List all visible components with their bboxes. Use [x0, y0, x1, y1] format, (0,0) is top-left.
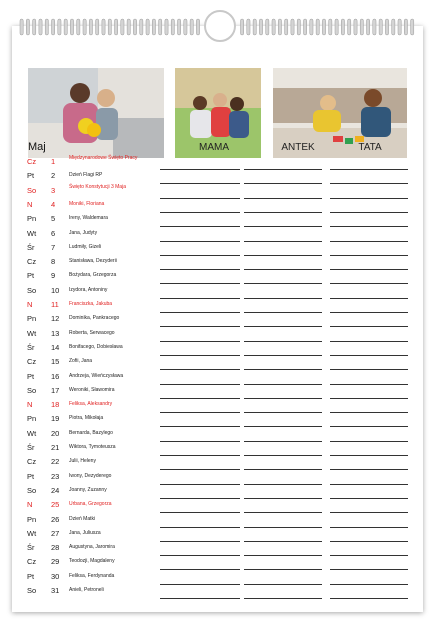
binding-ring: [171, 19, 174, 35]
binding-ring: [45, 19, 48, 35]
antek-entry-line[interactable]: [244, 198, 322, 199]
mama-entry-line[interactable]: [160, 326, 240, 327]
day-row: [12, 372, 423, 386]
day-number: 18: [51, 400, 60, 410]
tata-entry-line[interactable]: [330, 584, 408, 585]
nameday-text: Bernarda, Bazylego: [69, 429, 113, 436]
mama-entry-line[interactable]: [160, 369, 240, 370]
binding-ring: [360, 19, 363, 35]
antek-entry-line[interactable]: [244, 341, 322, 342]
day-number: 10: [51, 285, 60, 295]
day-number: 22: [51, 457, 60, 467]
day-of-week: Śr: [27, 443, 35, 452]
day-number: 6: [51, 228, 56, 238]
day-row: [12, 183, 423, 200]
month-title: Maj: [28, 141, 46, 153]
nameday-text: Feliksa, Ferdynanda: [69, 572, 115, 579]
day-of-week: Cz: [27, 357, 37, 367]
binding-ring: [411, 19, 414, 35]
antek-entry-line[interactable]: [244, 183, 322, 184]
antek-entry-line[interactable]: [244, 555, 322, 556]
binding-ring: [253, 19, 256, 35]
nameday-text: Augustyna, Jaromira: [69, 544, 115, 551]
binding-ring: [379, 19, 382, 35]
day-number: 15: [51, 357, 60, 367]
antek-entry-line[interactable]: [244, 312, 322, 313]
binding-ring: [115, 19, 118, 35]
tata-entry-line[interactable]: [330, 398, 408, 399]
day-row: [12, 572, 423, 586]
binding-ring: [58, 19, 61, 35]
day-row: [12, 271, 423, 285]
binding-ring: [398, 19, 401, 35]
tata-entry-line[interactable]: [330, 455, 408, 456]
day-row: [12, 443, 423, 457]
day-of-week: Pn: [27, 514, 37, 524]
tata-entry-line[interactable]: [330, 384, 408, 385]
mama-entry-line[interactable]: [160, 198, 240, 199]
day-number: 24: [51, 485, 60, 495]
day-number: 26: [51, 514, 60, 524]
day-number: 5: [51, 214, 56, 224]
binding-ring: [241, 19, 244, 35]
tata-entry-line[interactable]: [330, 355, 408, 356]
nameday-text: Roberta, Serwacego: [69, 329, 115, 336]
day-of-week: Pt: [27, 271, 35, 281]
day-number: 11: [51, 300, 59, 309]
nameday-text: Bożydara, Grzegorza: [69, 272, 117, 279]
binding-ring: [392, 19, 395, 35]
day-number: 27: [51, 528, 60, 538]
nameday-text: Bonifacego, Dobiesława: [69, 343, 123, 350]
day-of-week: Wt: [27, 228, 37, 238]
binding-ring: [404, 19, 407, 35]
nameday-text: Ludmiły, Gizeli: [69, 243, 102, 250]
antek-entry-line[interactable]: [244, 469, 322, 470]
antek-entry-line[interactable]: [244, 541, 322, 542]
nameday-text: Teodozji, Magdaleny: [69, 558, 115, 565]
nameday-text: Anieli, Petroneli: [69, 587, 104, 593]
tata-entry-line[interactable]: [330, 226, 408, 227]
tata-entry-line[interactable]: [330, 498, 408, 499]
antek-entry-line[interactable]: [244, 212, 322, 213]
binding-ring: [39, 19, 42, 35]
tata-entry-line[interactable]: [330, 326, 408, 327]
antek-entry-line[interactable]: [244, 484, 322, 485]
nameday-text: Joanny, Zuzanny: [69, 486, 107, 493]
day-number: 8: [51, 257, 56, 267]
day-of-week: Pt: [27, 571, 35, 581]
nameday-text: Dzień Matki: [69, 515, 96, 522]
day-number: 23: [51, 471, 60, 481]
day-of-week: N: [27, 500, 33, 510]
binding-ring: [367, 19, 370, 35]
day-row: [12, 229, 423, 243]
day-number: 13: [51, 328, 60, 338]
tata-entry-line[interactable]: [330, 269, 408, 270]
mama-entry-line[interactable]: [160, 484, 240, 485]
tata-entry-line[interactable]: [330, 341, 408, 342]
tata-entry-line[interactable]: [330, 283, 408, 284]
day-of-week: Wt: [27, 528, 37, 538]
binding-ring: [20, 19, 23, 35]
antek-entry-line[interactable]: [244, 412, 322, 413]
mama-entry-line[interactable]: [160, 541, 240, 542]
binding-ring: [329, 19, 332, 35]
mama-entry-line[interactable]: [160, 412, 240, 413]
antek-entry-line[interactable]: [244, 441, 322, 442]
mama-entry-line[interactable]: [160, 398, 240, 399]
mama-entry-line[interactable]: [160, 426, 240, 427]
day-number: 3: [51, 185, 56, 195]
binding-ring: [335, 19, 338, 35]
day-number: 9: [51, 271, 56, 281]
binding-ring: [96, 19, 99, 35]
mama-entry-line[interactable]: [160, 584, 240, 585]
day-of-week: N: [27, 300, 33, 309]
mama-entry-line[interactable]: [160, 527, 240, 528]
antek-entry-line[interactable]: [244, 512, 322, 513]
tata-entry-line[interactable]: [330, 412, 408, 413]
antek-entry-line[interactable]: [244, 598, 322, 599]
day-number: 2: [51, 171, 56, 181]
binding-ring: [52, 19, 55, 35]
day-row: [12, 429, 423, 443]
nameday-text: Jana, Juliusza: [69, 529, 101, 536]
mama-entry-line[interactable]: [160, 441, 240, 442]
antek-entry-line[interactable]: [244, 584, 322, 585]
antek-entry-line[interactable]: [244, 398, 322, 399]
tata-entry-line[interactable]: [330, 241, 408, 242]
binding-ring: [127, 19, 130, 35]
mama-entry-line[interactable]: [160, 598, 240, 599]
mama-entry-line[interactable]: [160, 512, 240, 513]
mama-entry-line[interactable]: [160, 183, 240, 184]
nameday-text: Feliksa, Aleksandry: [69, 401, 113, 408]
binding-ring: [341, 19, 344, 35]
binding-ring: [159, 19, 162, 35]
antek-entry-line[interactable]: [244, 369, 322, 370]
binding-ring: [278, 19, 281, 35]
mama-entry-line[interactable]: [160, 241, 240, 242]
mama-entry-line[interactable]: [160, 555, 240, 556]
binding-ring: [89, 19, 92, 35]
binding-ring: [354, 19, 357, 35]
nameday-text: Izydora, Antoniny: [69, 286, 108, 293]
binding-ring: [70, 19, 73, 35]
calendar-page: [12, 26, 423, 612]
binding-ring: [83, 19, 86, 35]
binding-ring: [285, 19, 288, 35]
tata-entry-line[interactable]: [330, 512, 408, 513]
tata-entry-line[interactable]: [330, 169, 408, 170]
mama-entry-line[interactable]: [160, 169, 240, 170]
nameday-text: Święto Konstytucji 3 Maja: [69, 183, 126, 190]
day-row: [12, 314, 423, 328]
antek-entry-line[interactable]: [244, 355, 322, 356]
day-row: [12, 286, 423, 300]
binding-ring: [102, 19, 105, 35]
day-number: 29: [51, 557, 60, 567]
day-of-week: So: [27, 586, 37, 595]
day-row: [12, 472, 423, 486]
day-of-week: N: [27, 400, 33, 410]
day-of-week: Pn: [27, 214, 37, 224]
mama-entry-line[interactable]: [160, 298, 240, 299]
day-row: [12, 486, 423, 500]
nameday-text: Moniki, Floriana: [69, 200, 105, 207]
day-row: [12, 329, 423, 343]
antek-entry-line[interactable]: [244, 298, 322, 299]
tata-entry-line[interactable]: [330, 369, 408, 370]
nameday-text: Iwony, Dezyderego: [69, 472, 112, 479]
hanger-hook: [204, 10, 236, 42]
tata-entry-line[interactable]: [330, 569, 408, 570]
nameday-text: Stanisława, Dezyderii: [69, 258, 117, 265]
day-of-week: Pn: [27, 414, 37, 424]
day-row: [12, 543, 423, 557]
day-of-week: Pt: [27, 371, 35, 381]
antek-entry-line[interactable]: [244, 455, 322, 456]
tata-entry-line[interactable]: [330, 255, 408, 256]
day-of-week: Cz: [27, 457, 37, 467]
binding-ring: [348, 19, 351, 35]
day-row: [12, 386, 423, 400]
day-number: 25: [51, 500, 60, 510]
nameday-text: Weroniki, Sławomira: [69, 386, 115, 393]
binding-ring: [152, 19, 155, 35]
day-of-week: N: [27, 199, 33, 209]
day-of-week: Śr: [27, 543, 35, 553]
day-of-week: Pt: [27, 471, 35, 481]
day-number: 16: [51, 371, 60, 381]
tata-entry-line[interactable]: [330, 312, 408, 313]
day-row: [12, 414, 423, 428]
binding-ring: [64, 19, 67, 35]
binding-ring: [322, 19, 325, 35]
day-number: 17: [51, 385, 60, 395]
binding-ring: [140, 19, 143, 35]
binding-ring: [272, 19, 275, 35]
binding-ring: [304, 19, 307, 35]
nameday-text: Piotra, Mikołaja: [69, 415, 104, 422]
antek-entry-line[interactable]: [244, 498, 322, 499]
mama-entry-line[interactable]: [160, 455, 240, 456]
tata-entry-line[interactable]: [330, 469, 408, 470]
nameday-text: Jana, Judyty: [69, 229, 98, 236]
day-row: [12, 200, 423, 214]
mama-entry-line[interactable]: [160, 569, 240, 570]
antek-entry-line[interactable]: [244, 241, 322, 242]
mama-entry-line[interactable]: [160, 384, 240, 385]
day-number: 31: [51, 586, 60, 595]
antek-entry-line[interactable]: [244, 569, 322, 570]
column-header-mama: MAMA: [199, 142, 229, 153]
day-number: 28: [51, 543, 60, 553]
day-row: [12, 457, 423, 471]
tata-entry-line[interactable]: [330, 555, 408, 556]
day-number: 12: [51, 314, 60, 324]
binding-ring: [291, 19, 294, 35]
day-row: [12, 515, 423, 529]
day-row: [12, 586, 423, 600]
tata-entry-line[interactable]: [330, 298, 408, 299]
day-number: 19: [51, 414, 60, 424]
mama-entry-line[interactable]: [160, 498, 240, 499]
mama-entry-line[interactable]: [160, 469, 240, 470]
column-header-antek: ANTEK: [281, 142, 315, 153]
binding-ring: [190, 19, 193, 35]
mama-entry-line[interactable]: [160, 283, 240, 284]
nameday-text: Julii, Heleny: [69, 458, 96, 465]
mama-entry-line[interactable]: [160, 269, 240, 270]
day-number: 20: [51, 428, 60, 438]
binding-ring: [316, 19, 319, 35]
nameday-text: Wiktora, Tymoteusza: [69, 444, 116, 450]
binding-ring: [373, 19, 376, 35]
nameday-text: Ireny, Waldemara: [69, 215, 108, 222]
column-header-tata: TATA: [358, 142, 382, 153]
antek-entry-line[interactable]: [244, 283, 322, 284]
day-of-week: Śr: [27, 242, 35, 252]
binding-ring: [385, 19, 388, 35]
day-number: 21: [51, 443, 60, 452]
tata-entry-line[interactable]: [330, 183, 408, 184]
nameday-text: Andrzeja, Wieńczysława: [69, 372, 124, 379]
mama-entry-line[interactable]: [160, 341, 240, 342]
tata-entry-line[interactable]: [330, 598, 408, 599]
photo-mother-child: [28, 68, 164, 158]
day-of-week: Cz: [27, 557, 37, 567]
day-number: 14: [51, 342, 60, 352]
mama-entry-line[interactable]: [160, 355, 240, 356]
day-row: [12, 357, 423, 371]
binding-ring: [108, 19, 111, 35]
day-of-week: So: [27, 485, 37, 495]
day-row: [12, 214, 423, 228]
day-row: [12, 400, 423, 414]
day-row: [12, 257, 423, 271]
binding-ring: [184, 19, 187, 35]
day-of-week: Wt: [27, 428, 37, 438]
antek-entry-line[interactable]: [244, 384, 322, 385]
tata-entry-line[interactable]: [330, 212, 408, 213]
day-number: 4: [51, 199, 56, 209]
day-of-week: So: [27, 385, 37, 395]
binding-ring: [77, 19, 80, 35]
antek-entry-line[interactable]: [244, 326, 322, 327]
day-of-week: Wt: [27, 328, 37, 338]
mama-entry-line[interactable]: [160, 312, 240, 313]
tata-entry-line[interactable]: [330, 541, 408, 542]
binding-ring: [310, 19, 313, 35]
day-number: 1: [51, 157, 56, 166]
antek-entry-line[interactable]: [244, 527, 322, 528]
binding-ring: [178, 19, 181, 35]
antek-entry-line[interactable]: [244, 226, 322, 227]
binding-ring: [266, 19, 269, 35]
binding-ring: [146, 19, 149, 35]
day-of-week: So: [27, 185, 37, 195]
binding-ring: [33, 19, 36, 35]
binding-ring: [247, 19, 250, 35]
tata-entry-line[interactable]: [330, 441, 408, 442]
day-row: [12, 500, 423, 514]
day-row: [12, 343, 423, 357]
binding-ring: [165, 19, 168, 35]
binding-ring: [196, 19, 199, 35]
day-of-week: Cz: [27, 257, 37, 267]
day-row: [12, 243, 423, 257]
nameday-text: Urbana, Grzegorza: [69, 501, 112, 508]
day-of-week: Pn: [27, 314, 37, 324]
binding-ring: [297, 19, 300, 35]
mama-entry-line[interactable]: [160, 212, 240, 213]
binding-ring: [259, 19, 262, 35]
antek-entry-line[interactable]: [244, 255, 322, 256]
day-row: [12, 300, 423, 314]
binding-ring: [133, 19, 136, 35]
nameday-text: Dominika, Pankracego: [69, 315, 120, 322]
tata-entry-line[interactable]: [330, 484, 408, 485]
day-row: [12, 557, 423, 571]
tata-entry-line[interactable]: [330, 527, 408, 528]
binding-ring: [121, 19, 124, 35]
nameday-text: Franciszka, Jakuba: [69, 301, 113, 307]
day-number: 30: [51, 571, 60, 581]
day-number: 7: [51, 242, 56, 252]
day-of-week: Cz: [27, 157, 37, 166]
mama-entry-line[interactable]: [160, 226, 240, 227]
tata-entry-line[interactable]: [330, 198, 408, 199]
tata-entry-line[interactable]: [330, 426, 408, 427]
day-row: [12, 157, 423, 171]
day-row: [12, 529, 423, 543]
nameday-text: Międzynarodowe Święto Pracy: [69, 155, 138, 161]
nameday-text: Zofii, Jana: [69, 358, 93, 365]
day-of-week: So: [27, 285, 37, 295]
antek-entry-line[interactable]: [244, 426, 322, 427]
antek-entry-line[interactable]: [244, 169, 322, 170]
antek-entry-line[interactable]: [244, 269, 322, 270]
day-of-week: Śr: [27, 342, 35, 352]
binding-ring: [26, 19, 29, 35]
day-of-week: Pt: [27, 171, 35, 181]
mama-entry-line[interactable]: [160, 255, 240, 256]
nameday-text: Dzień Flagi RP: [69, 172, 103, 179]
